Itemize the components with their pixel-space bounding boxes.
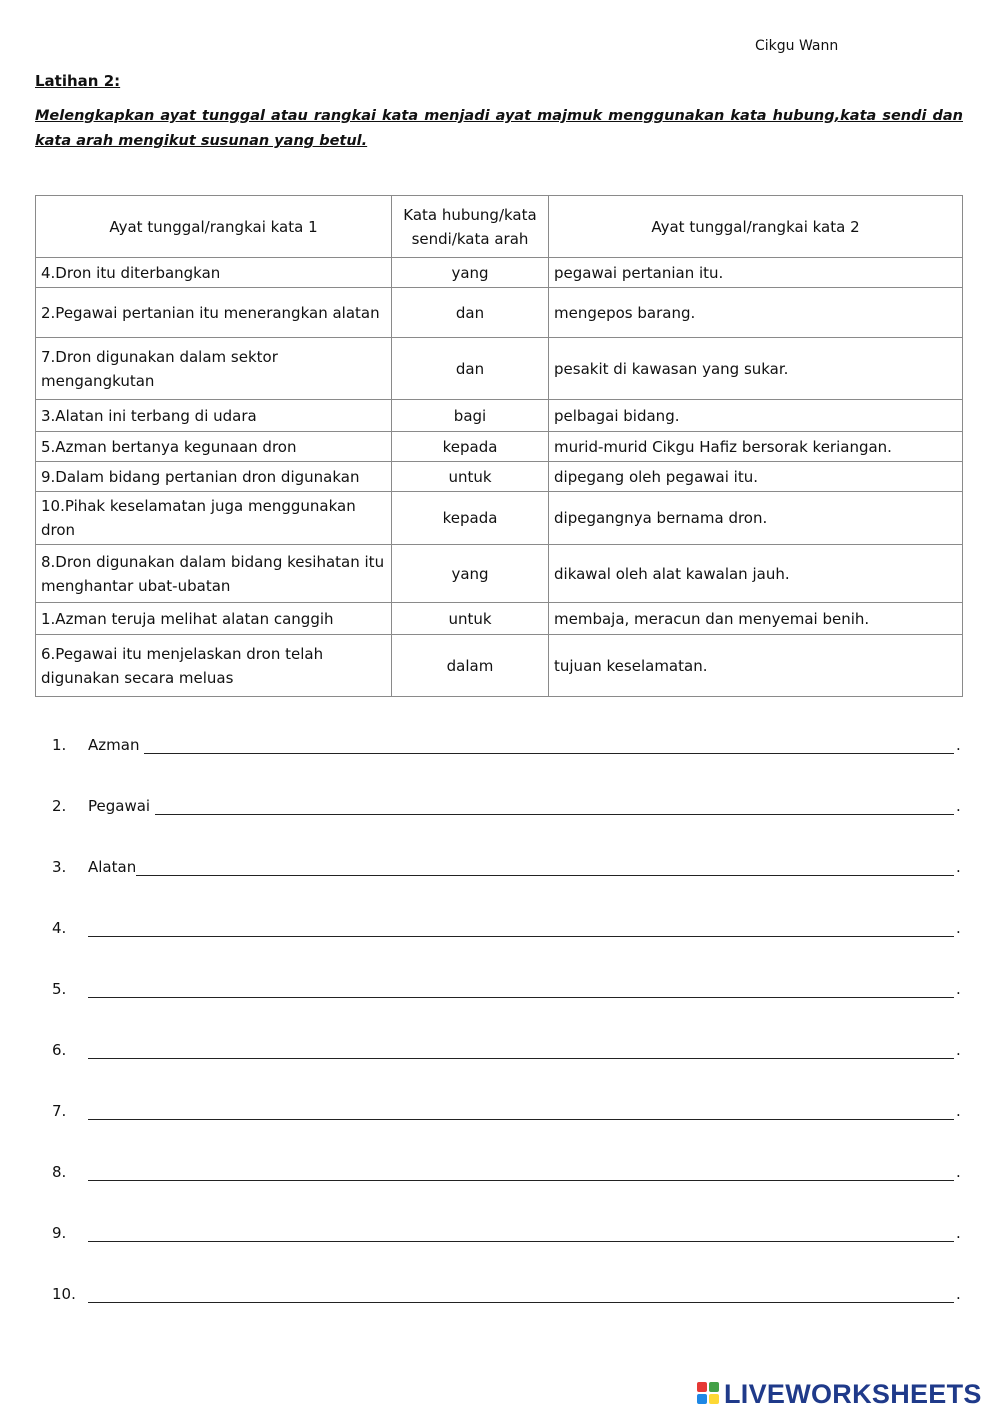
table-cell-sentence-2: murid-murid Cikgu Hafiz bersorak keriangan. <box>549 432 963 462</box>
table-row <box>36 635 963 697</box>
answer-end-period: . <box>956 797 961 815</box>
answer-end-period: . <box>956 1285 961 1303</box>
answer-end-period: . <box>956 1041 961 1059</box>
answer-input-line[interactable] <box>136 855 954 876</box>
table-cell-sentence-2: dipegang oleh pegawai itu. <box>549 462 963 492</box>
table-cell-sentence-2: pegawai pertanian itu. <box>549 258 963 288</box>
table-cell-connector: kepada <box>392 492 549 545</box>
answer-prefix: Alatan <box>88 858 137 876</box>
column-header-2: Kata hubung/kata sendi/kata arah <box>392 196 549 258</box>
liveworksheets-logo[interactable] <box>697 1379 982 1409</box>
answer-number: 6. <box>52 1041 67 1059</box>
answer-number: 9. <box>52 1224 67 1242</box>
answer-input-line[interactable] <box>88 1282 954 1303</box>
answer-end-period: . <box>956 1102 961 1120</box>
table-cell-sentence-2: dipegangnya bernama dron. <box>549 492 963 545</box>
table-cell-sentence-2: pesakit di kawasan yang sukar. <box>549 338 963 400</box>
table-cell-sentence-2: membaja, meracun dan menyemai benih. <box>549 603 963 635</box>
author-name: Cikgu Wann <box>755 38 839 54</box>
table-row <box>36 400 963 432</box>
table-row <box>36 338 963 400</box>
answer-input-line[interactable] <box>144 733 954 754</box>
table-cell-connector: yang <box>392 545 549 603</box>
table-row <box>36 288 963 338</box>
answer-prefix: Pegawai <box>88 797 155 815</box>
answer-end-period: . <box>956 980 961 998</box>
answer-input-line[interactable] <box>88 1038 954 1059</box>
table-cell-sentence-1: 8.Dron digunakan dalam bidang kesihatan itu menghantar ubat-ubatan <box>36 545 392 603</box>
table-row <box>36 258 963 288</box>
logo-text: LIVEWORKSHEETS <box>724 1378 982 1409</box>
exercise-title: Latihan 2: <box>35 72 121 90</box>
column-header-1: Ayat tunggal/rangkai kata 1 <box>36 196 392 258</box>
answer-input-line[interactable] <box>88 1099 954 1120</box>
table-cell-sentence-1: 9.Dalam bidang pertanian dron digunakan <box>36 462 392 492</box>
answer-end-period: . <box>956 1163 961 1181</box>
table-row <box>36 432 963 462</box>
table-cell-connector: dan <box>392 288 549 338</box>
answer-prefix: Azman <box>88 736 145 754</box>
answer-number: 2. <box>52 797 67 815</box>
answer-number: 7. <box>52 1102 67 1120</box>
table-cell-connector: bagi <box>392 400 549 432</box>
answer-row <box>52 1035 962 1059</box>
table-row <box>36 603 963 635</box>
table-cell-sentence-1: 2.Pegawai pertanian itu menerangkan alatan <box>36 288 392 338</box>
answer-number: 8. <box>52 1163 67 1181</box>
answer-input-line[interactable] <box>88 916 954 937</box>
table-cell-sentence-1: 10.Pihak keselamatan juga menggunakan dron <box>36 492 392 545</box>
table-cell-sentence-2: mengepos barang. <box>549 288 963 338</box>
answer-input-line[interactable] <box>88 977 954 998</box>
table-cell-sentence-1: 6.Pegawai itu menjelaskan dron telah digunakan secara meluas <box>36 635 392 697</box>
table-cell-sentence-2: dikawal oleh alat kawalan jauh. <box>549 545 963 603</box>
answer-number: 4. <box>52 919 67 937</box>
table-cell-sentence-2: tujuan keselamatan. <box>549 635 963 697</box>
table-row <box>36 492 963 545</box>
table-cell-sentence-1: 7.Dron digunakan dalam sektor mengangkutan <box>36 338 392 400</box>
answer-row <box>52 913 962 937</box>
table-cell-sentence-1: 1.Azman teruja melihat alatan canggih <box>36 603 392 635</box>
table-cell-sentence-1: 5.Azman bertanya kegunaan dron <box>36 432 392 462</box>
answer-row <box>52 852 962 876</box>
answer-input-line[interactable] <box>88 1221 954 1242</box>
column-header-3: Ayat tunggal/rangkai kata 2 <box>549 196 963 258</box>
table-cell-connector: kepada <box>392 432 549 462</box>
table-cell-connector: untuk <box>392 603 549 635</box>
table-cell-sentence-1: 3.Alatan ini terbang di udara <box>36 400 392 432</box>
table-row <box>36 545 963 603</box>
table-cell-sentence-1: 4.Dron itu diterbangkan <box>36 258 392 288</box>
answer-end-period: . <box>956 858 961 876</box>
table-cell-connector: dan <box>392 338 549 400</box>
table-cell-connector: dalam <box>392 635 549 697</box>
answer-row <box>52 1096 962 1120</box>
answer-number: 1. <box>52 736 67 754</box>
table-header-row <box>36 196 963 258</box>
answer-end-period: . <box>956 736 961 754</box>
liveworksheets-logo-icon <box>697 1382 721 1406</box>
answer-row <box>52 1157 962 1181</box>
instruction-text: Melengkapkan ayat tunggal atau rangkai kata menjadi ayat majmuk menggunakan kata hubung,kata sendi dan kata arah mengikut susunan yang betul. <box>35 108 963 149</box>
answer-row <box>52 1279 962 1303</box>
answer-row <box>52 1218 962 1242</box>
answer-end-period: . <box>956 1224 961 1242</box>
table-cell-sentence-2: pelbagai bidang. <box>549 400 963 432</box>
answer-number: 3. <box>52 858 67 876</box>
table-row <box>36 462 963 492</box>
answer-end-period: . <box>956 919 961 937</box>
answer-row <box>52 730 962 754</box>
answer-input-line[interactable] <box>155 794 954 815</box>
table-cell-connector: untuk <box>392 462 549 492</box>
answer-number: 5. <box>52 980 67 998</box>
answer-input-line[interactable] <box>88 1160 954 1181</box>
answer-row <box>52 974 962 998</box>
answer-row <box>52 791 962 815</box>
sentence-table <box>35 195 963 697</box>
table-cell-connector: yang <box>392 258 549 288</box>
answer-number: 10. <box>52 1285 76 1303</box>
